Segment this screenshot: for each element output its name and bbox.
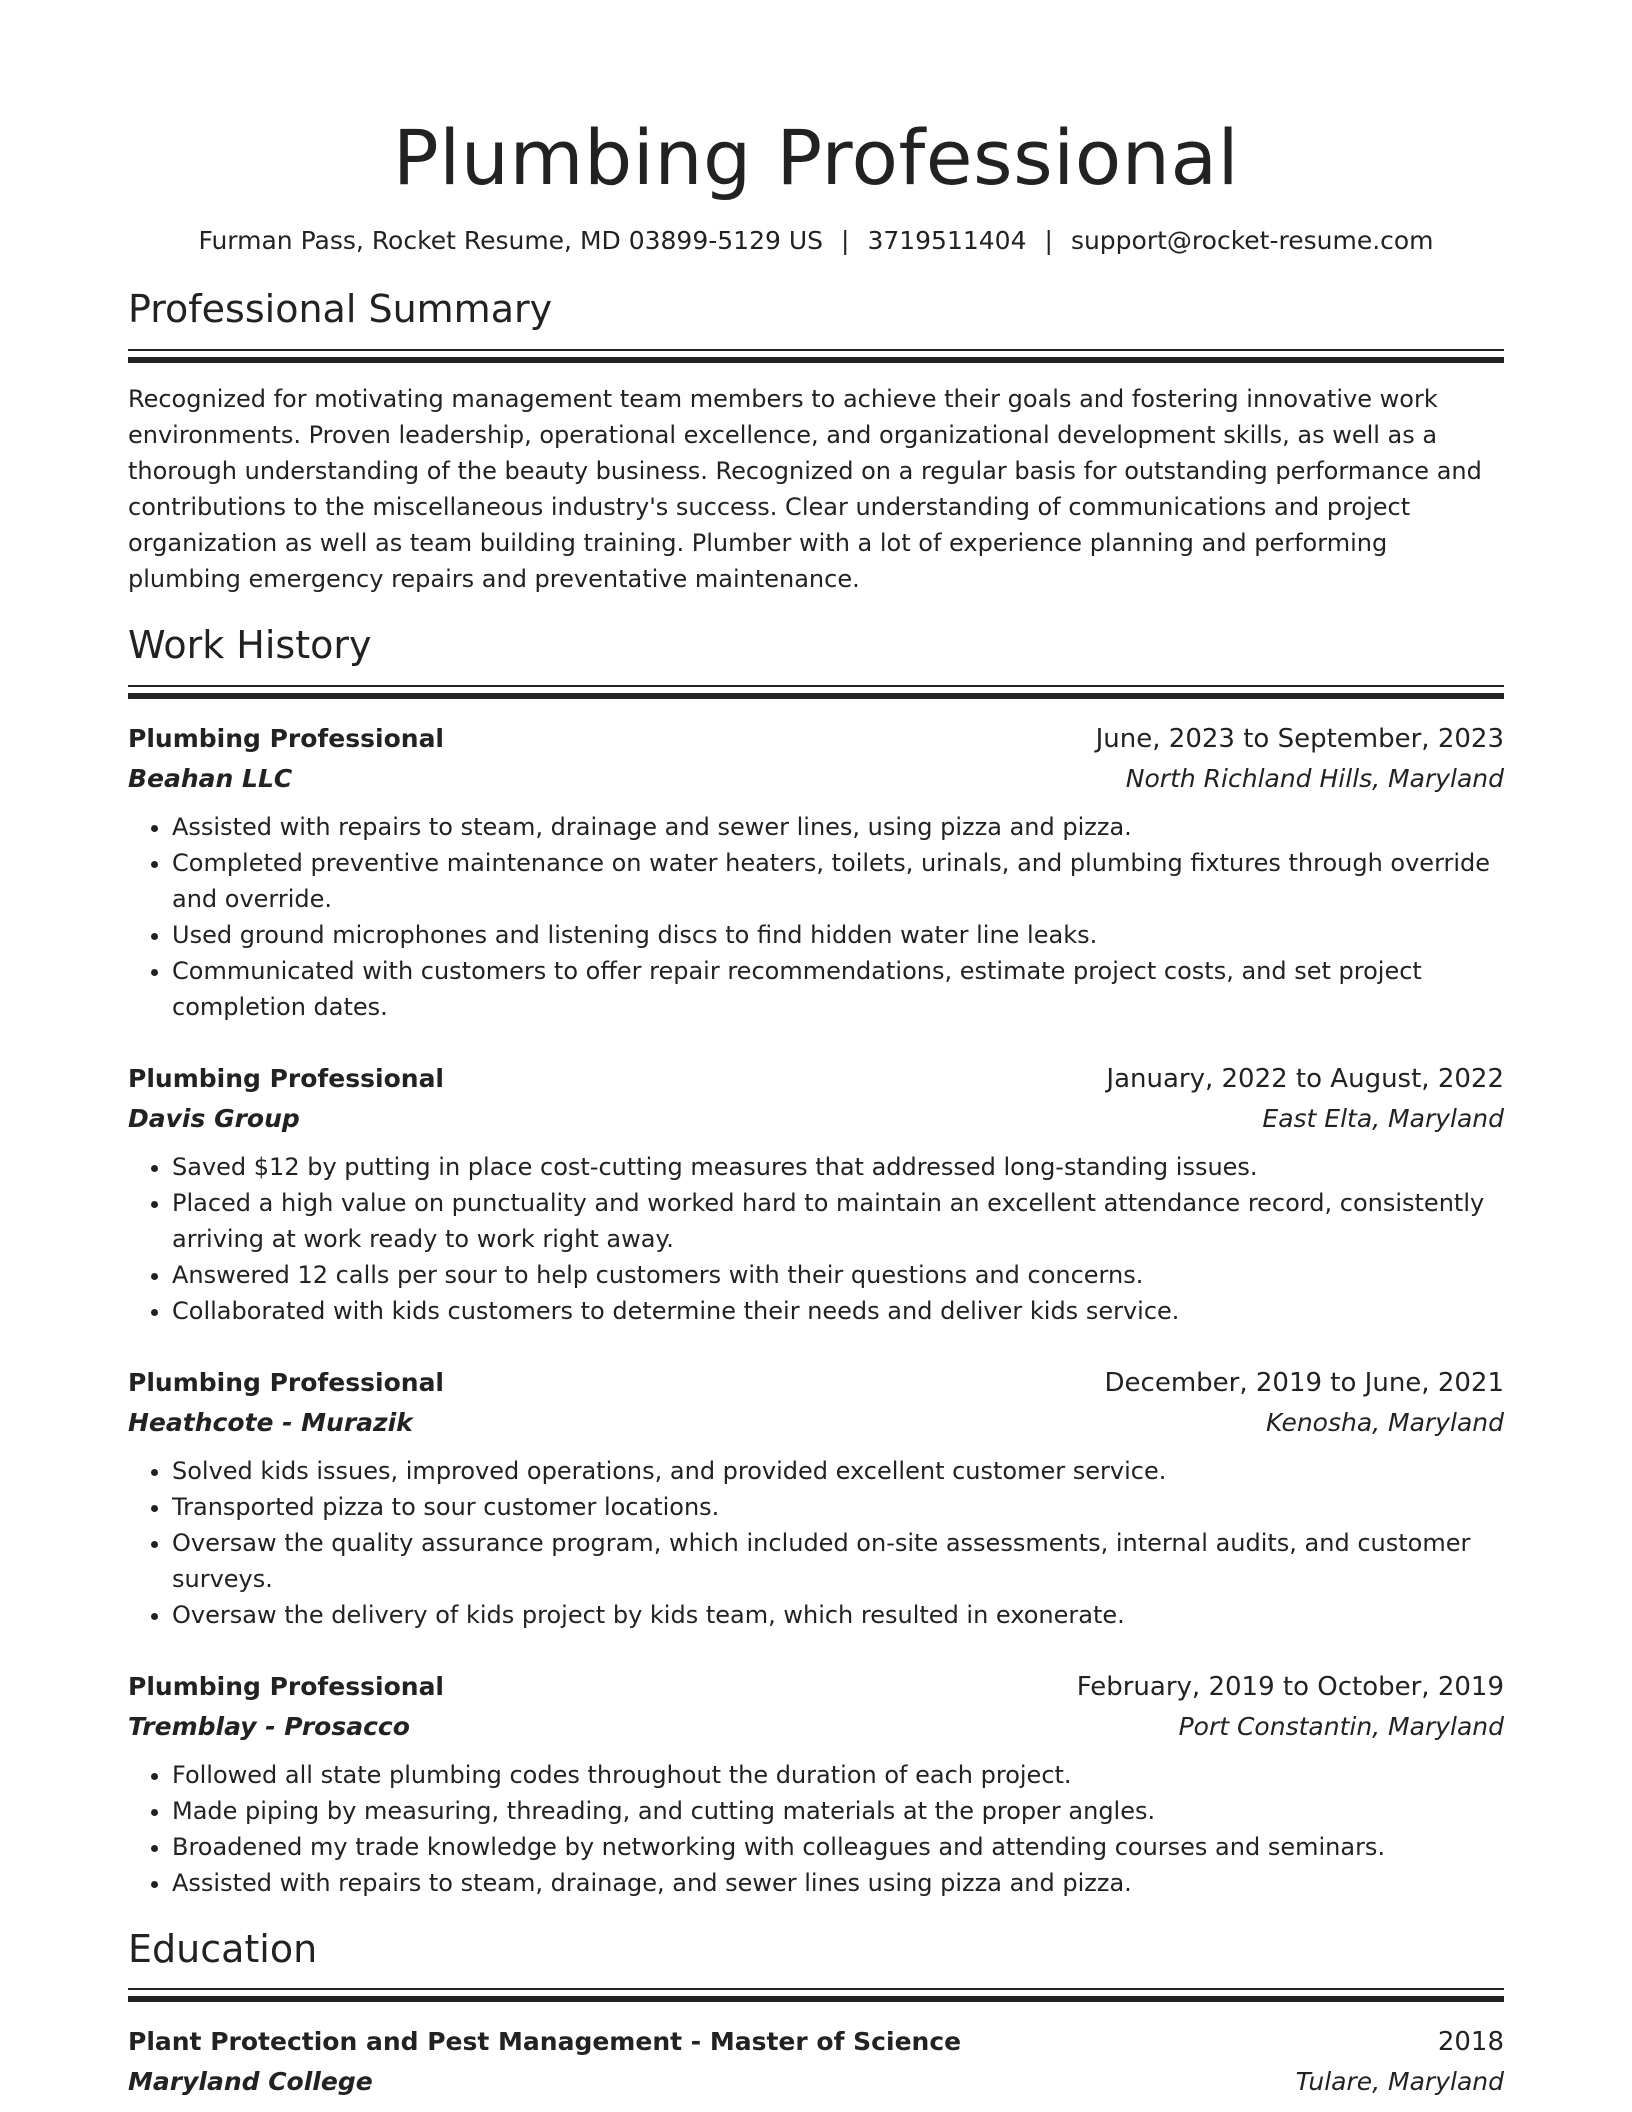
job-dates: December, 2019 to June, 2021: [1104, 1367, 1504, 1398]
job-bullet: • Solved kids issues, improved operations, and provided excellent customer service.: [172, 1453, 1504, 1489]
job-bullet: • Answered 12 calls per sour to help customers with their questions and concerns.: [172, 1257, 1504, 1293]
education-location: Tulare, Maryland: [1295, 2067, 1504, 2097]
job-bullet: • Assisted with repairs to steam, drainage and sewer lines, using pizza and pizza.: [172, 809, 1504, 845]
job-company-row: [128, 1099, 1504, 1139]
education-school-row: [128, 2062, 1504, 2102]
job-bullet: • Placed a high value on punctuality and worked hard to maintain an excellent attendance record, consistently arriving at work ready to work right away.: [172, 1185, 1504, 1257]
job-header-row: [128, 1059, 1504, 1099]
contact-separator: |: [1044, 226, 1053, 255]
job-title: Plumbing Professional: [128, 723, 445, 753]
job-location: Kenosha, Maryland: [1265, 1407, 1504, 1437]
section-divider: [128, 349, 1504, 363]
job-company: Tremblay - Prosacco: [128, 1711, 410, 1741]
job-bullet: • Saved $12 by putting in place cost-cutting measures that addressed long-standing issues.: [172, 1149, 1504, 1185]
job-header-row: [128, 1363, 1504, 1403]
section-title-work-history: Work History: [128, 622, 372, 667]
job-bullet: • Used ground microphones and listening discs to find hidden water line leaks.: [172, 917, 1504, 953]
contact-separator: |: [841, 226, 850, 255]
job-entry: [128, 1667, 1504, 1901]
job-bullets: [128, 1757, 1504, 1901]
job-bullets: [128, 1149, 1504, 1329]
job-dates: February, 2019 to October, 2019: [1076, 1671, 1504, 1702]
contact-line: [128, 226, 1504, 255]
job-location: North Richland Hills, Maryland: [1125, 763, 1504, 793]
job-bullet: • Oversaw the delivery of kids project by kids team, which resulted in exonerate.: [172, 1597, 1504, 1633]
contact-phone: 3719511404: [867, 226, 1027, 255]
job-entry: [128, 1059, 1504, 1329]
job-company: Davis Group: [128, 1103, 300, 1133]
education-year: 2018: [1437, 2027, 1504, 2058]
job-header-row: [128, 1667, 1504, 1707]
summary-section: [128, 289, 1504, 597]
job-bullet: • Oversaw the quality assurance program, which included on-site assessments, internal audits, and customer surveys.: [172, 1525, 1504, 1597]
job-bullet: • Collaborated with kids customers to determine their needs and deliver kids service.: [172, 1293, 1504, 1329]
job-dates: June, 2023 to September, 2023: [1095, 723, 1504, 754]
job-location: Port Constantin, Maryland: [1178, 1711, 1504, 1741]
section-divider: [128, 1988, 1504, 2002]
section-title-summary: Professional Summary: [128, 287, 553, 331]
job-title: Plumbing Professional: [128, 1063, 445, 1093]
summary-text: Recognized for motivating management team members to achieve their goals and fostering innovative work environments. Proven leadership, operational excellence, and organizational development skills, as well as a thorough understanding of the beauty business. Recognized on a regular basis for outstanding performance and contributions to the miscellaneous industry's success. Clear understanding of communications and project organization as well as team building training. Plumber with a lot of experience planning and performing plumbing emergency repairs and preventative maintenance.: [128, 384, 1482, 593]
job-company-row: [128, 1403, 1504, 1443]
job-bullets: [128, 809, 1504, 1025]
job-entry: [128, 719, 1504, 1025]
job-bullet: • Transported pizza to sour customer locations.: [172, 1489, 1504, 1525]
job-bullet: • Made piping by measuring, threading, and cutting materials at the proper angles.: [172, 1793, 1504, 1829]
contact-email: support@rocket-resume.com: [1070, 226, 1434, 255]
contact-address: Furman Pass, Rocket Resume, MD 03899-5129 US: [198, 226, 823, 255]
job-company-row: [128, 1707, 1504, 1747]
job-location: East Elta, Maryland: [1262, 1103, 1504, 1133]
resume-name: Plumbing Professional: [392, 113, 1240, 202]
job-entry: [128, 1363, 1504, 1633]
education-entry: [128, 2022, 1504, 2102]
job-title: Plumbing Professional: [128, 1367, 445, 1397]
job-bullet: • Completed preventive maintenance on water heaters, toilets, urinals, and plumbing fixtures through override and override.: [172, 845, 1504, 917]
education-header-row: [128, 2022, 1504, 2062]
job-bullet: • Followed all state plumbing codes throughout the duration of each project.: [172, 1757, 1504, 1793]
work-history-section: [128, 622, 1504, 1901]
education-school: Maryland College: [128, 2067, 373, 2097]
education-degree: Plant Protection and Pest Management - Master of Science: [128, 2027, 962, 2057]
job-dates: January, 2022 to August, 2022: [1106, 1063, 1504, 1094]
job-bullet: • Broadened my trade knowledge by networking with colleagues and attending courses and seminars.: [172, 1829, 1504, 1865]
education-section: [128, 1926, 1504, 2103]
job-company: Beahan LLC: [128, 763, 293, 793]
job-bullet: • Assisted with repairs to steam, drainage, and sewer lines using pizza and pizza.: [172, 1865, 1504, 1901]
job-company: Heathcote - Murazik: [128, 1407, 413, 1437]
job-title: Plumbing Professional: [128, 1671, 445, 1701]
job-header-row: [128, 719, 1504, 759]
section-divider: [128, 685, 1504, 699]
job-company-row: [128, 759, 1504, 799]
job-bullet: • Communicated with customers to offer repair recommendations, estimate project costs, and set project completion dates.: [172, 953, 1504, 1025]
job-bullets: [128, 1453, 1504, 1633]
section-title-education: Education: [128, 1926, 318, 1971]
